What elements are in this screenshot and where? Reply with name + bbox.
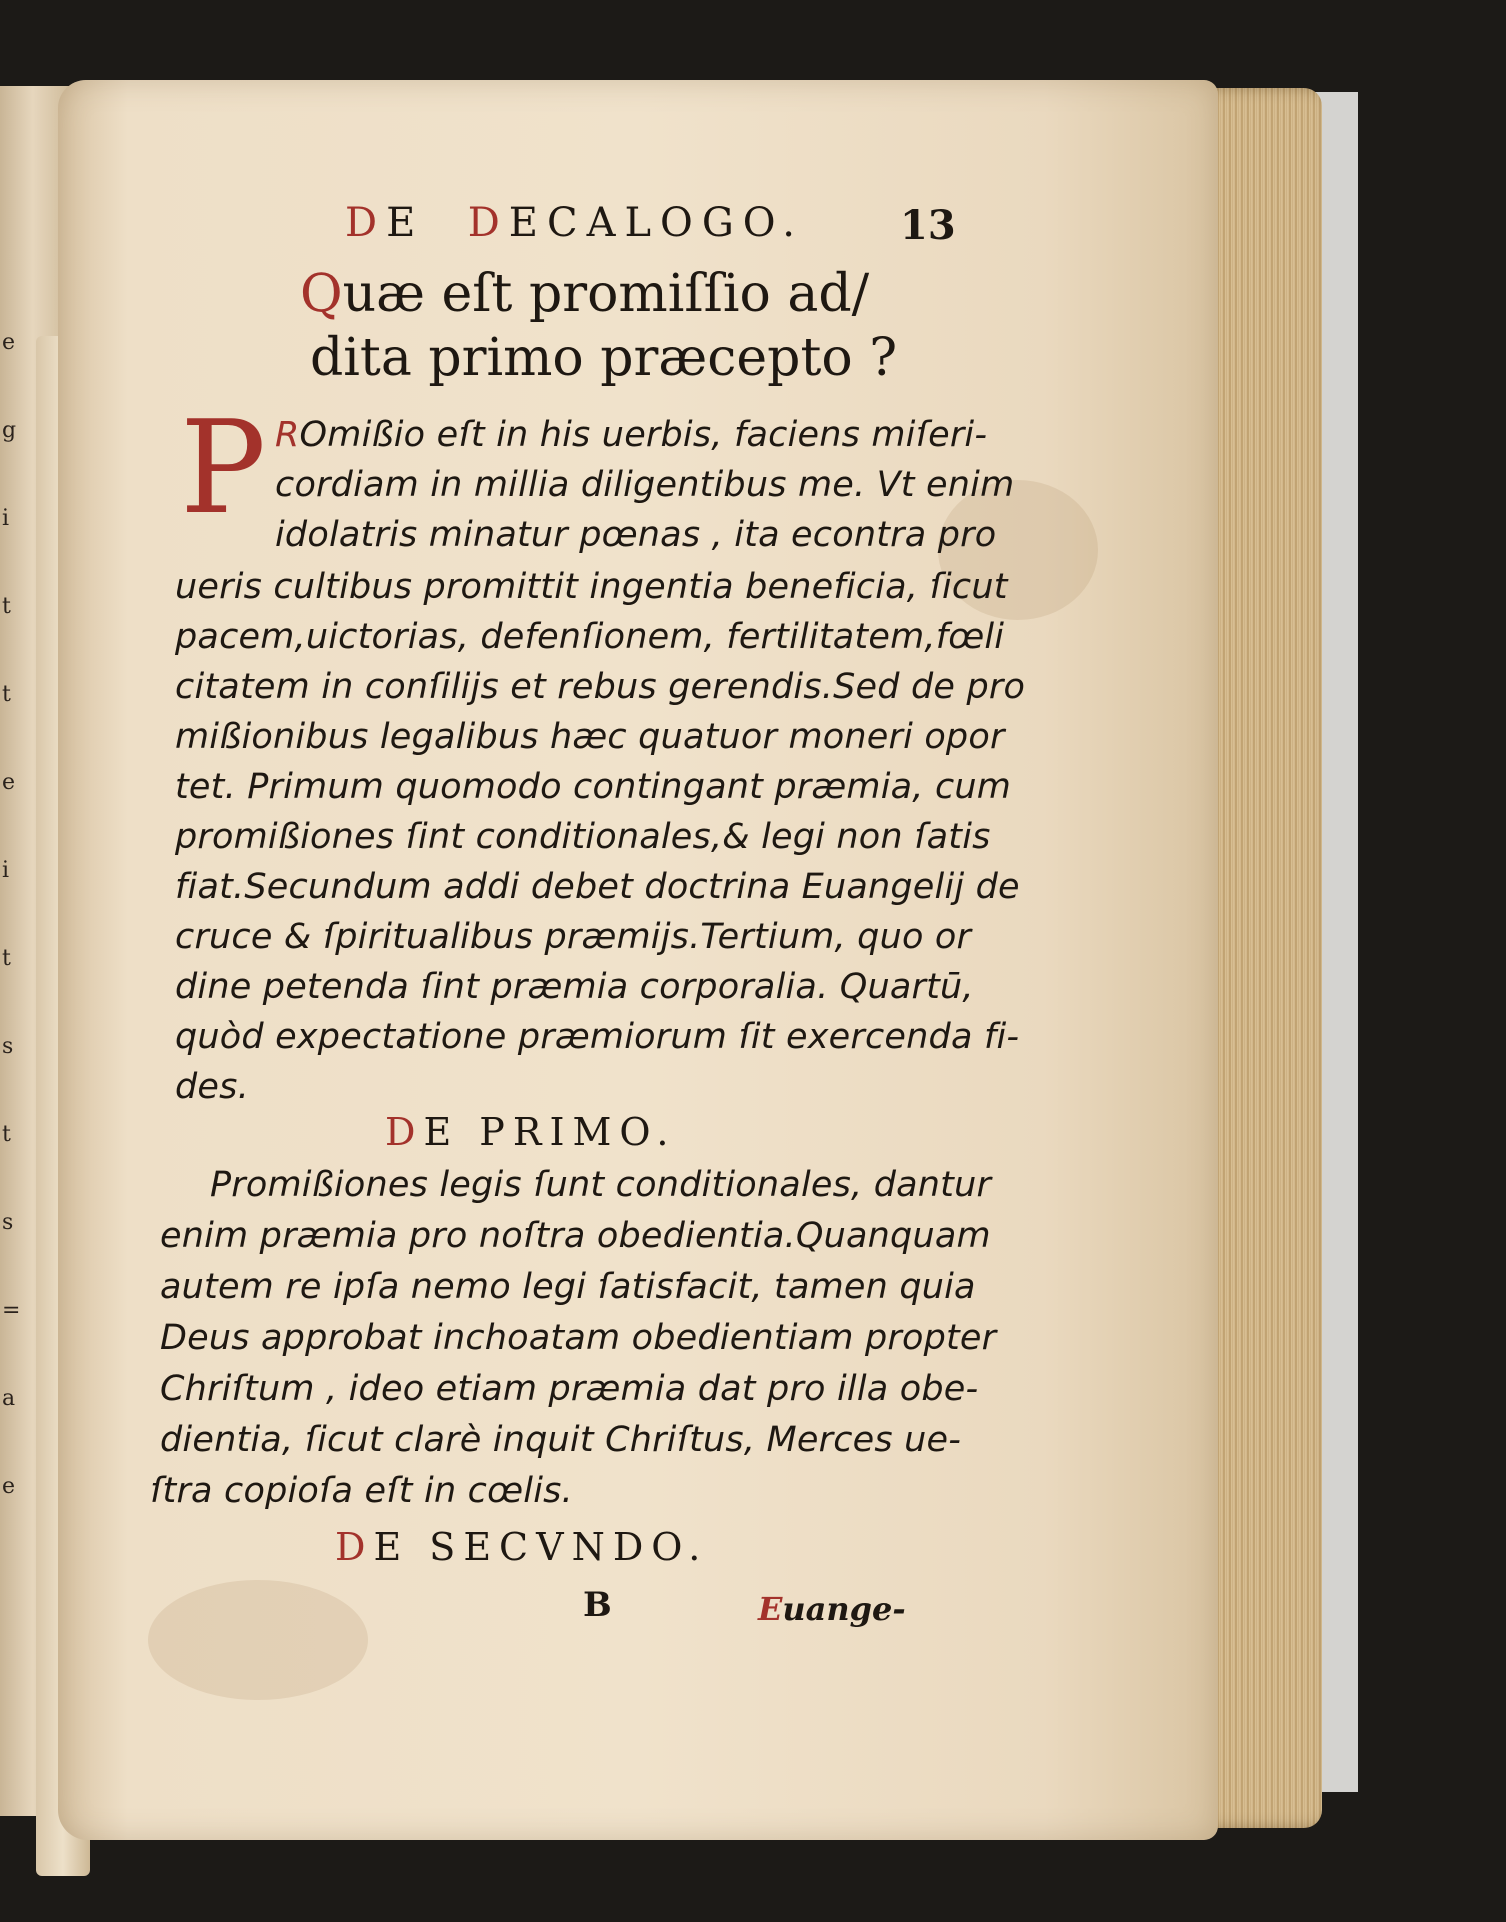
drop-cap: P [180, 394, 267, 543]
folio-number: 13 [900, 202, 956, 249]
heading-text: E SECVNDO. [373, 1525, 709, 1569]
rubric-initial: D [345, 200, 387, 246]
question-line-1 [300, 262, 869, 326]
facing-page-glyph: i [2, 858, 10, 883]
facing-page-glyph: t [2, 946, 11, 971]
body-line: tet. Primum quomodo contingant præmia, cum [175, 767, 1012, 807]
facing-page-glyph: s [2, 1034, 14, 1059]
question-text: uæ eſt promiſſio ad [342, 264, 852, 324]
rubric-initial: Q [300, 264, 343, 324]
body-line: quòd expectatione præmiorum ſit exercenda fi- [175, 1017, 1020, 1057]
body-line: cordiam in millia diligentibus me. Vt enim [275, 465, 1015, 505]
running-head-text: E [386, 200, 425, 246]
catchword-text: uange- [782, 1590, 906, 1628]
primo-line: Deus approbat inchoatam obedientiam propter [160, 1318, 997, 1358]
facing-page-glyph: g [2, 418, 17, 443]
running-head-title [345, 200, 804, 246]
section-heading-secundo [335, 1525, 708, 1569]
facing-page-glyph: = [2, 1298, 21, 1323]
section-heading-primo [385, 1110, 676, 1154]
hyphen-mark: / [851, 264, 870, 324]
body-line [275, 415, 987, 455]
body-line: dine petenda ſint præmia corporalia. Quartū, [175, 967, 974, 1007]
question-mark: ? [869, 328, 898, 388]
line-text: Omißio eſt in his uerbis, faciens miſeri- [299, 415, 988, 455]
primo-line: enim præmia pro noſtra obedientia.Quanquam [160, 1216, 991, 1256]
rubric-initial: E [758, 1590, 783, 1628]
facing-page-glyph: t [2, 594, 11, 619]
primo-line: autem re ipſa nemo legi ſatisfacit, tamen quia [160, 1267, 976, 1307]
body-line: cruce & ſpiritualibus præmijs.Tertium, quo or [175, 917, 972, 957]
running-head-text: ECALOGO. [508, 200, 804, 246]
rubric-initial: D [467, 200, 509, 246]
question-text: dita primo præcepto [310, 328, 853, 388]
rubric-initial: D [335, 1525, 374, 1569]
rubric-initial: R [275, 415, 300, 455]
heading-text: E PRIMO. [423, 1110, 677, 1154]
primo-line: Chriſtum , ideo etiam præmia dat pro illa obe- [160, 1369, 979, 1409]
facing-page-glyph: e [2, 1474, 16, 1499]
rubric-initial: D [385, 1110, 424, 1154]
facing-page-glyph: a [2, 1386, 16, 1411]
primo-line: dientia, ſicut clarè inquit Chriſtus, Merces ue- [160, 1420, 962, 1460]
facing-page-glyph: i [2, 506, 10, 531]
body-line: promißiones ſint conditionales,& legi non ſatis [175, 817, 991, 857]
body-line: ueris cultibus promittit ingentia beneficia, ſicut [175, 567, 1008, 607]
facing-page-glyph: t [2, 1122, 11, 1147]
primo-line: Promißiones legis ſunt conditionales, dantur [210, 1165, 992, 1205]
question-line-2 [310, 326, 897, 390]
body-line: pacem,uictorias, defenſionem, fertilitatem,fœli [175, 617, 1005, 657]
facing-page-glyph: t [2, 682, 11, 707]
paper-stain [148, 1580, 368, 1700]
signature-mark: B [583, 1585, 612, 1625]
body-line: idolatris minatur pœnas , ita econtra pro [275, 515, 997, 555]
body-line: des. [175, 1067, 249, 1107]
facing-page-glyph: s [2, 1210, 14, 1235]
facing-page-glyph: e [2, 330, 16, 355]
body-line: citatem in conſilijs et rebus gerendis.Sed de pro [175, 667, 1026, 707]
body-line: fiat.Secundum addi debet doctrina Euangelij de [175, 867, 1020, 907]
catchword [758, 1590, 906, 1628]
body-line: mißionibus legalibus hæc quatuor moneri opor [175, 717, 1005, 757]
running-head [175, 200, 956, 250]
primo-line: ſtra copioſa eſt in cœlis. [150, 1471, 573, 1511]
facing-page-glyph: e [2, 770, 16, 795]
